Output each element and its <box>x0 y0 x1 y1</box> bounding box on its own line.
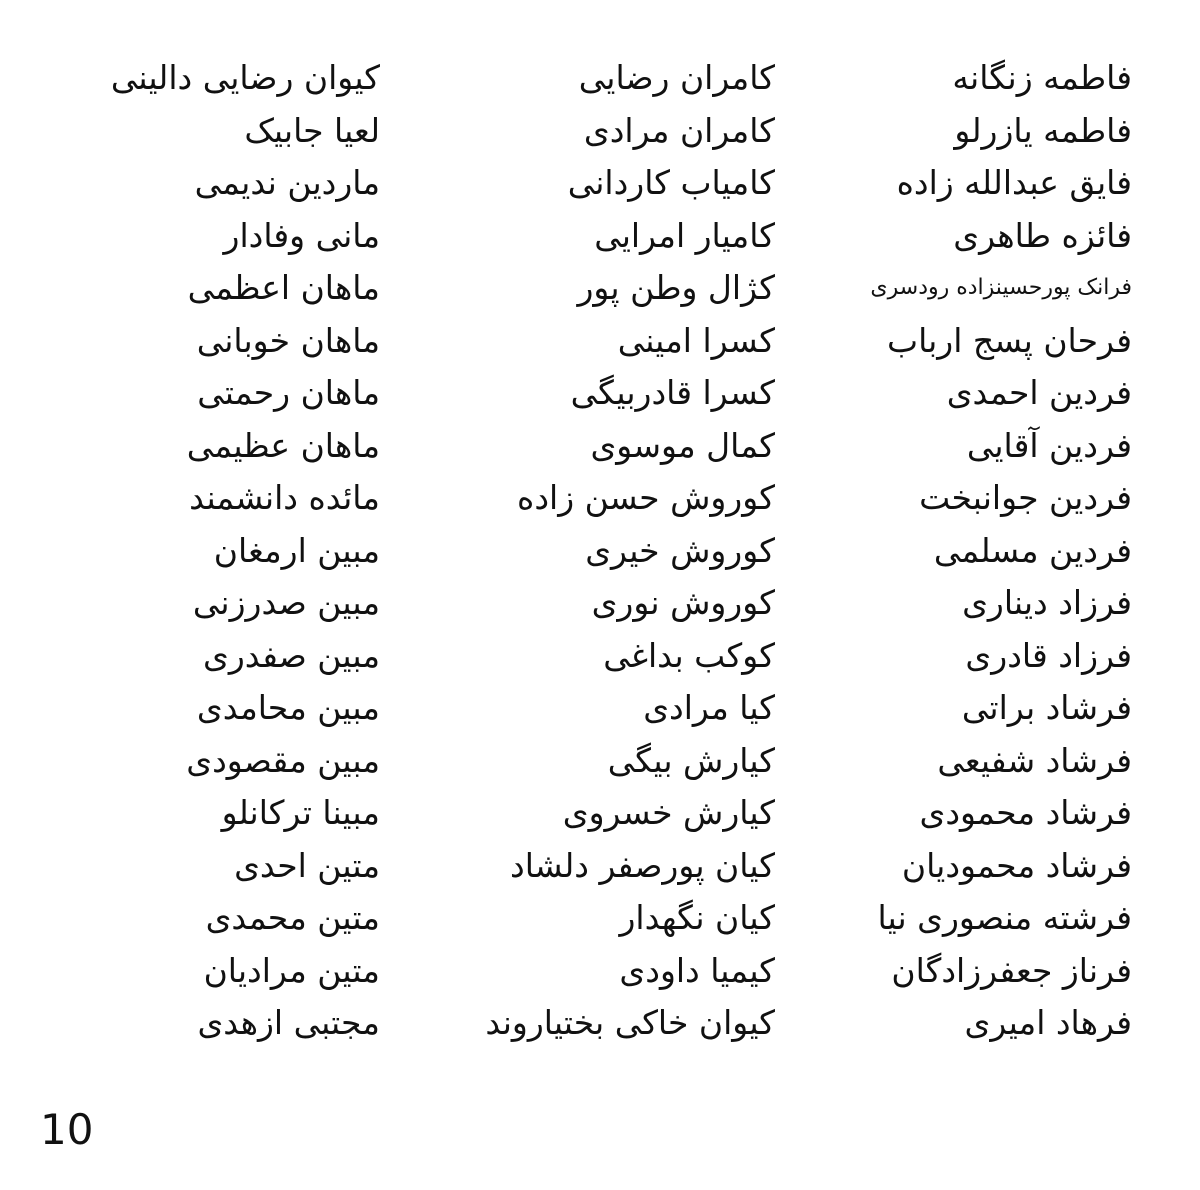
name-entry: کسرا امینی <box>617 320 775 360</box>
name-entry: مبین صفدری <box>202 635 380 675</box>
name-entry: کژال وطن پور <box>577 268 775 307</box>
name-entry: لعیا جابیک <box>244 110 380 150</box>
page-number: 10 <box>40 1105 94 1154</box>
name-entry: فرشاد براتی <box>961 688 1132 727</box>
name-entry: کامیار امرایی <box>594 215 775 255</box>
name-entry: متین مرادیان <box>203 950 380 990</box>
name-entry: کمال موسوی <box>590 425 775 465</box>
name-entry: کامران رضایی <box>578 58 775 97</box>
name-entry: کامران مرادی <box>583 110 775 150</box>
name-entry: مبین ارمغان <box>213 530 380 570</box>
name-entry: کوروش نوری <box>591 583 775 622</box>
name-entry: فرشاد محمودی <box>919 793 1132 832</box>
name-entry: ماهان عظیمی <box>186 425 380 465</box>
name-entry: فردین احمدی <box>946 373 1132 412</box>
name-entry: فرشاد شفیعی <box>937 740 1132 780</box>
name-entry: فرزاد قادری <box>965 635 1132 675</box>
name-entry: فرهاد امیری <box>964 1003 1132 1042</box>
name-entry: کیوان خاکی بختیاروند <box>485 1003 775 1042</box>
name-entry: فائزه طاهری <box>953 215 1132 255</box>
name-entry: کوروش خیری <box>585 530 775 570</box>
name-entry: فردین مسلمی <box>933 530 1132 570</box>
name-entry: مائده دانشمند <box>189 478 380 517</box>
name-entry: فرحان پسج ارباب <box>887 320 1132 360</box>
name-entry: کیارش خسروی <box>562 793 775 832</box>
name-entry: متین محمدی <box>205 898 380 937</box>
name-entry: کیمیا داودی <box>619 950 775 990</box>
name-entry: کیوان رضایی دالینی <box>110 58 380 97</box>
name-entry: مبین مقصودی <box>186 740 380 780</box>
name-entry: مجتبی ازهدی <box>197 1003 380 1042</box>
name-column-right <box>782 52 1132 1050</box>
name-entry: مبینا ترکانلو <box>221 793 380 832</box>
name-entry: فایق عبدالله زاده <box>896 163 1132 202</box>
name-entry: کیان نگهدار <box>619 898 775 937</box>
name-entry: ماهان رحمتی <box>197 373 380 412</box>
name-entry: کیارش بیگی <box>607 740 775 780</box>
name-entry: ماردین ندیمی <box>194 163 380 202</box>
name-entry: ماهان اعظمی <box>187 268 380 307</box>
name-entry: کیان پورصفر دلشاد <box>510 845 775 885</box>
name-entry: فرشاد محمودیان <box>901 845 1132 885</box>
name-entry: مانی وفادار <box>223 215 380 255</box>
name-entry: متین احدی <box>234 845 380 885</box>
name-column-middle <box>445 52 775 1050</box>
name-entry: فاطمه یازرلو <box>954 110 1132 150</box>
name-entry: کامیاب کاردانی <box>567 163 775 202</box>
name-entry: فرشته منصوری نیا <box>877 898 1132 937</box>
name-entry: کوروش حسن زاده <box>517 478 775 517</box>
name-entry: کوکب بداغی <box>603 635 775 675</box>
name-entry: فاطمه زنگانه <box>952 58 1132 97</box>
name-entry: ماهان خوبانی <box>196 320 380 360</box>
name-entry: فرانک پورحسینزاده رودسری <box>870 275 1132 300</box>
name-entry: فرناز جعفرزادگان <box>891 950 1132 990</box>
name-entry: کیا مرادی <box>643 688 775 727</box>
name-column-left <box>40 52 380 1050</box>
name-entry: مبین محامدی <box>196 688 380 727</box>
name-entry: فردین آقایی <box>966 425 1132 465</box>
name-entry: فردین جوانبخت <box>919 478 1132 517</box>
name-entry: فرزاد دیناری <box>962 583 1132 622</box>
name-entry: کسرا قادربیگی <box>570 373 775 412</box>
name-entry: مبین صدرزنی <box>192 583 380 622</box>
